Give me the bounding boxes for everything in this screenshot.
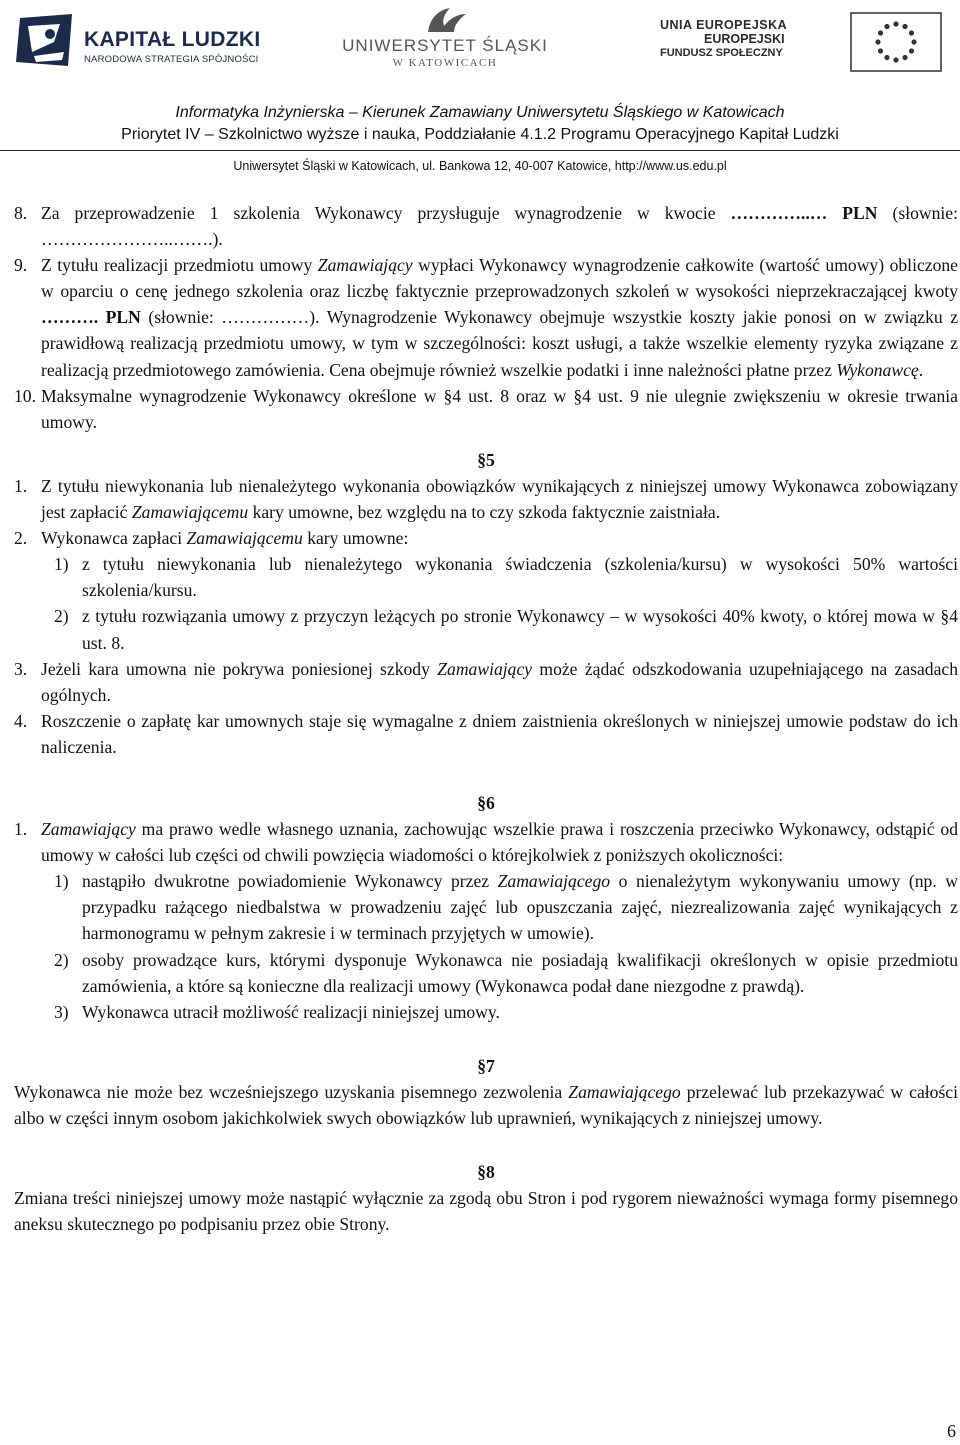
s8-paragraph: Zmiana treści niniejszej umowy może nastąpić wyłącznie za zgodą obu Stron i pod rygorem nieważności wymaga formy pisemnego aneksu skutecznego po podpisaniu przez obie Strony.	[14, 1188, 958, 1235]
header-divider	[0, 150, 960, 151]
uniwersytet-slaski-title: UNIWERSYTET ŚLĄSKI	[342, 36, 548, 55]
item-text: nastąpiło dwukrotne powiadomienie Wykonawcy przez Zamawiającego o nienależytym wykonywaniu umowy (np. w przypadku rażącego niedbalstwa w prowadzeniu zajęć lub opuszczania zajęć, niezrealizowania zajęć wynikających z harmonogramu w pełnym zakresie i w terminach przyjętych w umowie).	[82, 871, 958, 944]
page-header	[0, 0, 960, 185]
eu-flag-icon	[850, 12, 942, 72]
paragraph-text: Z tytułu niewykonania lub nienależytego wykonania obowiązków wynikających z niniejszej umowy Wykonawca zobowiązany jest zapłacić Zamawiającemu kary umowne, bez względu na to czy szkoda faktycznie zaistniała.	[41, 475, 958, 523]
s6-paragraph-1-item-3	[14, 999, 958, 1025]
paragraph-number: 3.	[14, 658, 28, 679]
ue-line-3: FUNDUSZ SPOŁECZNY	[660, 47, 783, 59]
kapital-ludzki-subtitle: NARODOWA STRATEGIA SPÓJNOŚCI	[84, 54, 259, 65]
paragraph-text: Zamawiający ma prawo wedle własnego uznania, zachowując wszelkie prawa i roszczenia przeciwko Wykonawcy, odstąpić od umowy w całości lub części od chwili powzięcia wiadomości o którejkolwiek z poniższych okoliczności:	[41, 819, 958, 866]
paragraph-text: Jeżeli kara umowna nie pokrywa poniesionej szkody Zamawiający może żądać odszkodowania uzupełniającego na zasadach ogólnych.	[41, 658, 959, 705]
unia-europejska-logo	[660, 12, 950, 72]
ue-line-2: EUROPEJSKI	[704, 32, 785, 46]
ue-line-1: UNIA EUROPEJSKA	[660, 18, 788, 32]
uniwersytet-slaski-emblem-icon	[420, 4, 470, 34]
section-heading-6: §6	[477, 792, 495, 813]
item-number: 1)	[54, 871, 69, 892]
paragraph-number: 10.	[14, 385, 36, 406]
s5-paragraph-2	[14, 525, 958, 551]
section-heading-5: §5	[477, 449, 495, 470]
item-number: 2)	[54, 949, 69, 970]
section-heading-8: §8	[477, 1162, 495, 1183]
header-address-line: Uniwersytet Śląski w Katowicach, ul. Bankowa 12, 40-007 Katowice, http://www.us.edu.pl	[233, 159, 727, 173]
uniwersytet-slaski-logo	[330, 4, 560, 76]
kapital-ludzki-logo	[14, 12, 261, 70]
header-priority-line: Priorytet IV – Szkolnictwo wyższe i nauka, Poddziałanie 4.1.2 Programu Operacyjnego Kapitał Ludzki	[121, 126, 839, 143]
paragraph-number: 9.	[14, 255, 28, 276]
kapital-ludzki-title: KAPITAŁ LUDZKI	[84, 28, 261, 51]
paragraph-number: 8.	[14, 203, 28, 223]
paragraph-8	[14, 200, 958, 252]
s5-paragraph-3	[14, 656, 958, 708]
s6-paragraph-1-item-1	[14, 868, 958, 946]
paragraph-number: 1.	[14, 819, 28, 840]
paragraph-text: Za przeprowadzenie 1 szkolenia Wykonawcy przysługuje wynagrodzenie w kwocie …………..… PLN (słownie: …………………..…….).	[41, 203, 958, 250]
paragraph-9	[14, 252, 958, 382]
s5-paragraph-4	[14, 708, 958, 760]
item-number: 3)	[54, 1001, 69, 1022]
paragraph-text: Wykonawca zapłaci Zamawiającemu kary umowne:	[41, 528, 409, 549]
header-program-line: Informatyka Inżynierska – Kierunek Zamawiany Uniwersytetu Śląskiego w Katowicach	[175, 104, 785, 121]
item-number: 1)	[54, 554, 69, 575]
unia-europejska-text	[660, 18, 787, 60]
paragraph-number: 4.	[14, 710, 28, 731]
paragraph-text: Roszczenie o zapłatę kar umownych staje się wymagalne z dniem zaistnienia określonych w niniejszej umowie podstaw do ich naliczenia.	[41, 710, 958, 757]
kapital-ludzki-mark-icon	[14, 12, 76, 70]
s6-paragraph-1	[14, 816, 958, 868]
s7-paragraph: Wykonawca nie może bez wcześniejszego uzyskania pisemnego zezwolenia Zamawiającego przelewać lub przekazywać w całości albo w części innym osobom jakichkolwiek swych obowiązków lub uprawnień, wynikających z niniejszej umowy.	[14, 1081, 958, 1128]
uniwersytet-slaski-subtitle: W KATOWICACH	[392, 57, 498, 69]
paragraph-number: 1.	[14, 475, 28, 496]
paragraph-10	[14, 383, 958, 435]
s5-paragraph-2-item-1	[14, 551, 958, 603]
paragraph-text: Maksymalne wynagrodzenie Wykonawcy określone w §4 ust. 8 oraz w §4 ust. 9 nie ulegnie zwiększeniu w okresie trwania umowy.	[41, 385, 958, 432]
item-text: Wykonawca utracił możliwość realizacji niniejszej umowy.	[82, 1001, 500, 1022]
item-text: osoby prowadzące kurs, którymi dysponuje Wykonawca nie posiadają kwalifikacji określonych w opisie przedmiotu zamówienia, a które są konieczne dla realizacji umowy (Wykonawca podał dane niezgodne z prawdą).	[82, 949, 958, 996]
document-body	[14, 200, 958, 1237]
section-heading-7: §7	[477, 1055, 495, 1076]
paragraph-text: Z tytułu realizacji przedmiotu umowy Zamawiający wypłaci Wykonawcy wynagrodzenie całkowite (wartość umowy) obliczone w oparciu o cenę jednego szkolenia oraz liczbę faktycznie przeprowadzonych szkoleń w wysokości nieprzekraczającej kwoty ………. PLN (słownie: ……………). Wynagrodzenie Wykonawcy obejmuje wszystkie koszty jakie ponosi on w związku z prawidłową realizacją przedmiotu umowy, w tym w szczególności: koszt usługi, a także wszelkie elementy ryzyka związane z realizacją przedmiotowego zamówienia. Cena obejmuje również wszelkie podatki i inne należności płatne przez Wykonawcę.	[41, 255, 959, 380]
item-number: 2)	[54, 606, 69, 627]
item-text: z tytułu niewykonania lub nienależytego wykonania świadczenia (szkolenia/kursu) w wysokości 50% wartości szkolenia/kursu.	[82, 554, 958, 601]
s6-paragraph-1-item-2	[14, 947, 958, 999]
s5-paragraph-2-item-2	[14, 603, 958, 655]
s5-paragraph-1	[14, 473, 958, 525]
item-text: z tytułu rozwiązania umowy z przyczyn leżących po stronie Wykonawcy – w wysokości 40% kwoty, o której mowa w §4 ust. 8.	[82, 606, 958, 653]
paragraph-number: 2.	[14, 528, 28, 549]
page-number: 6	[947, 1421, 956, 1441]
